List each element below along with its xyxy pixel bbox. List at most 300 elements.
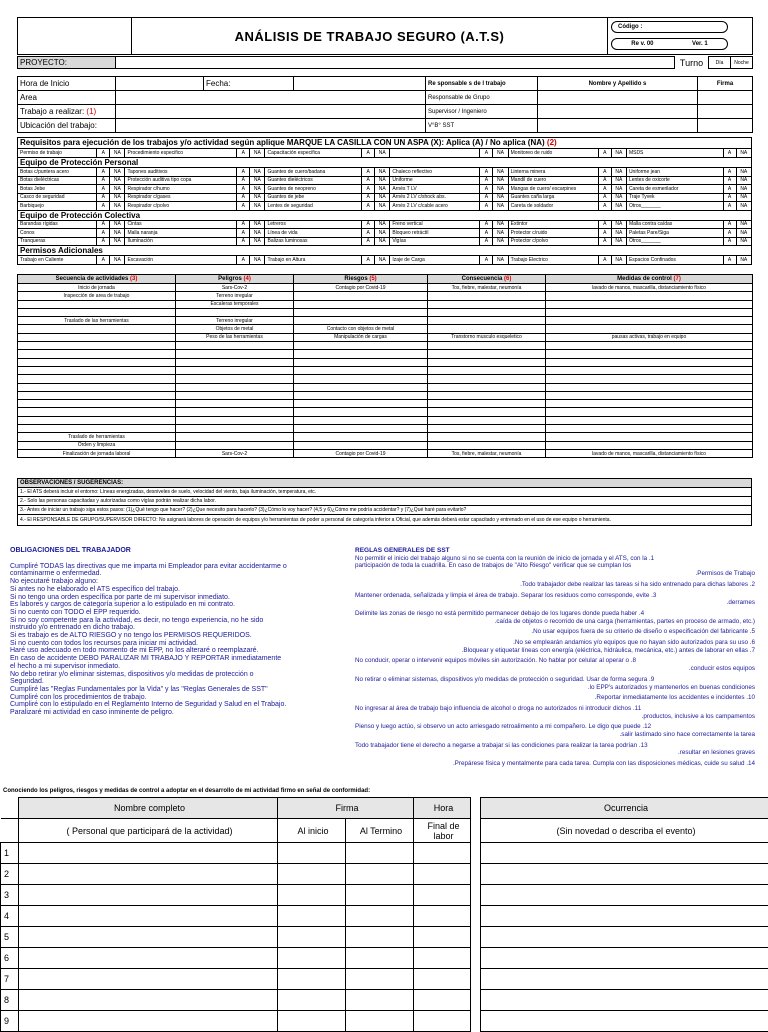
consecuencia-cell[interactable] [428, 317, 546, 325]
aplica-checkbox[interactable]: A [97, 256, 110, 265]
secuencia-cell[interactable]: Traslado de herramientas [18, 433, 176, 441]
aplica-checkbox[interactable]: A [362, 149, 375, 158]
no-aplica-checkbox[interactable]: NA [375, 185, 390, 194]
aplica-checkbox[interactable]: A [362, 176, 375, 185]
riesgo-cell[interactable] [294, 416, 428, 424]
aplica-checkbox[interactable]: A [97, 149, 110, 158]
medida-cell[interactable] [546, 416, 753, 424]
al-inicio-header: Al inicio [278, 819, 346, 843]
secuencia-cell[interactable] [18, 325, 176, 333]
no-aplica-checkbox[interactable]: NA [110, 256, 125, 265]
aplica-checkbox[interactable]: A [723, 193, 736, 202]
riesgo-cell[interactable] [294, 425, 428, 433]
aplica-checkbox[interactable]: A [97, 229, 110, 238]
secuencia-cell[interactable] [18, 308, 176, 316]
no-aplica-checkbox[interactable]: NA [250, 202, 265, 211]
medida-cell[interactable] [546, 375, 753, 383]
consecuencia-cell[interactable] [428, 441, 546, 449]
no-aplica-checkbox[interactable]: NA [493, 168, 508, 177]
resp-grupo-firma[interactable] [698, 91, 753, 105]
no-aplica-checkbox[interactable]: NA [250, 229, 265, 238]
medida-cell[interactable] [546, 358, 753, 366]
riesgo-cell[interactable] [294, 391, 428, 399]
riesgo-cell[interactable] [294, 300, 428, 308]
vb-sst-name[interactable] [538, 119, 698, 133]
secuencia-cell[interactable] [18, 358, 176, 366]
no-aplica-checkbox[interactable]: NA [493, 202, 508, 211]
riesgo-cell[interactable] [294, 400, 428, 408]
aplica-checkbox[interactable]: A [480, 185, 493, 194]
secuencia-cell[interactable]: Orden y limpieza [18, 441, 176, 449]
no-aplica-checkbox[interactable]: NA [611, 237, 626, 246]
consecuencia-cell[interactable] [428, 383, 546, 391]
peligro-cell[interactable] [176, 358, 294, 366]
secuencia-cell[interactable] [18, 342, 176, 350]
aplica-checkbox[interactable]: A [480, 256, 493, 265]
secuencia-cell[interactable] [18, 416, 176, 424]
aplica-checkbox[interactable]: A [598, 237, 611, 246]
peligro-cell[interactable] [176, 375, 294, 383]
aplica-checkbox[interactable]: A [237, 168, 250, 177]
riesgo-cell[interactable] [294, 292, 428, 300]
firma-termino-input[interactable] [346, 885, 414, 906]
col-secuencia: Secuencia de actividades (3) [18, 275, 176, 284]
riesgo-cell[interactable]: Contacto con objetos de metal [294, 325, 428, 333]
consecuencia-cell[interactable] [428, 308, 546, 316]
aplica-checkbox[interactable]: A [97, 202, 110, 211]
peligro-cell[interactable] [176, 433, 294, 441]
no-aplica-checkbox[interactable]: NA [250, 220, 265, 229]
no-aplica-checkbox[interactable]: NA [250, 176, 265, 185]
aplica-checkbox[interactable]: A [362, 256, 375, 265]
riesgo-cell[interactable] [294, 441, 428, 449]
aplica-checkbox[interactable]: A [723, 185, 736, 194]
riesgo-cell[interactable]: Contagio por Covid-19 [294, 284, 428, 292]
firma-termino-input[interactable] [346, 864, 414, 885]
nombre-input[interactable] [19, 1011, 278, 1032]
aplica-checkbox[interactable]: A [362, 202, 375, 211]
secuencia-cell[interactable]: Inspección de area de trabajo [18, 292, 176, 300]
secuencia-cell[interactable] [18, 383, 176, 391]
riesgo-cell[interactable] [294, 342, 428, 350]
ocurrencia-input[interactable] [481, 906, 768, 927]
hora-inicio-input[interactable] [116, 77, 204, 91]
vb-sst-firma[interactable] [698, 119, 753, 133]
aplica-checkbox[interactable]: A [362, 185, 375, 194]
no-aplica-checkbox[interactable]: NA [375, 220, 390, 229]
consecuencia-cell[interactable]: Tos, fiebre, malestar, neumonía [428, 284, 546, 292]
no-aplica-checkbox[interactable]: NA [375, 193, 390, 202]
resp-grupo-name[interactable] [538, 91, 698, 105]
consecuencia-cell[interactable] [428, 366, 546, 374]
firma-inicio-input[interactable] [278, 990, 346, 1011]
peligro-cell[interactable] [176, 350, 294, 358]
medida-cell[interactable] [546, 366, 753, 374]
aplica-checkbox[interactable]: A [97, 185, 110, 194]
consecuencia-cell[interactable]: Transtorno musculo esqueletico [428, 333, 546, 341]
obligacion-line: Si no cuento con todos los recursos para iniciar mi actividad. [10, 640, 348, 648]
obligacion-line: Cumpliré con los procedimientos de trabajo. [10, 694, 348, 702]
medida-cell[interactable]: lavado de manos, mascarilla, distanciamiento físico [546, 449, 753, 457]
section-title: Equipo de Protección Personal [18, 158, 752, 168]
firma-inicio-input[interactable] [278, 906, 346, 927]
aplica-checkbox[interactable]: A [237, 202, 250, 211]
aplica-checkbox[interactable]: A [480, 176, 493, 185]
riesgo-cell[interactable] [294, 308, 428, 316]
no-aplica-checkbox[interactable]: NA [110, 193, 125, 202]
no-aplica-checkbox[interactable]: NA [611, 220, 626, 229]
regla-line: .Permisos de Trabajo [355, 570, 755, 578]
aplica-checkbox[interactable]: A [598, 176, 611, 185]
riesgo-cell[interactable] [294, 350, 428, 358]
aplica-checkbox[interactable]: A [362, 229, 375, 238]
obligaciones-section [10, 547, 348, 777]
area-input[interactable] [116, 91, 426, 105]
secuencia-cell[interactable]: Inicio de jornada [18, 284, 176, 292]
medida-cell[interactable]: lavado de manos, mascarilla, distanciamiento físico [546, 284, 753, 292]
checklist-item-label: Tranqueras [18, 237, 97, 246]
nombre-input[interactable] [19, 906, 278, 927]
aplica-checkbox[interactable]: A [723, 220, 736, 229]
medida-cell[interactable] [546, 408, 753, 416]
no-aplica-checkbox[interactable]: NA [736, 220, 751, 229]
aplica-checkbox[interactable]: A [97, 176, 110, 185]
secuencia-cell[interactable] [18, 408, 176, 416]
no-aplica-checkbox[interactable]: NA [611, 149, 626, 158]
aplica-checkbox[interactable]: A [723, 202, 736, 211]
firma-inicio-input[interactable] [278, 969, 346, 990]
riesgo-cell[interactable] [294, 317, 428, 325]
secuencia-cell[interactable] [18, 400, 176, 408]
secuencia-cell[interactable] [18, 391, 176, 399]
no-aplica-checkbox[interactable]: NA [250, 149, 265, 158]
peligro-cell[interactable] [176, 400, 294, 408]
aplica-checkbox[interactable]: A [723, 176, 736, 185]
no-aplica-checkbox[interactable]: NA [110, 168, 125, 177]
supervisor-firma[interactable] [698, 105, 753, 119]
consecuencia-cell[interactable] [428, 391, 546, 399]
aplica-checkbox[interactable]: A [723, 229, 736, 238]
firma-inicio-input[interactable] [278, 843, 346, 864]
aplica-checkbox[interactable]: A [237, 185, 250, 194]
trabajo-input[interactable] [116, 105, 426, 119]
peligro-cell[interactable] [176, 383, 294, 391]
nombre-input[interactable] [19, 864, 278, 885]
codigo-field[interactable] [611, 21, 728, 33]
peligro-cell[interactable]: Escaleras temporales [176, 300, 294, 308]
aplica-checkbox[interactable]: A [723, 168, 736, 177]
no-aplica-checkbox[interactable]: NA [250, 237, 265, 246]
peligro-cell[interactable]: Objetos de metal [176, 325, 294, 333]
no-aplica-checkbox[interactable]: NA [375, 149, 390, 158]
medida-cell[interactable] [546, 325, 753, 333]
firma-termino-input[interactable] [346, 906, 414, 927]
aplica-checkbox[interactable]: A [237, 149, 250, 158]
nombre-input[interactable] [19, 927, 278, 948]
no-aplica-checkbox[interactable]: NA [110, 202, 125, 211]
no-aplica-checkbox[interactable]: NA [375, 256, 390, 265]
riesgo-cell[interactable] [294, 358, 428, 366]
no-aplica-checkbox[interactable]: NA [250, 193, 265, 202]
peligro-cell[interactable] [176, 391, 294, 399]
no-aplica-checkbox[interactable]: NA [736, 185, 751, 194]
firma-termino-input[interactable] [346, 1011, 414, 1032]
consecuencia-cell[interactable] [428, 425, 546, 433]
secuencia-cell[interactable] [18, 350, 176, 358]
ocurrencia-input[interactable] [481, 927, 768, 948]
nombre-input[interactable] [19, 843, 278, 864]
no-aplica-checkbox[interactable]: NA [493, 220, 508, 229]
no-aplica-checkbox[interactable]: NA [110, 185, 125, 194]
peligro-cell[interactable]: Terreno irregular [176, 317, 294, 325]
firma-termino-input[interactable] [346, 927, 414, 948]
ocurrencia-input[interactable] [481, 864, 768, 885]
medida-cell[interactable] [546, 292, 753, 300]
firma-inicio-input[interactable] [278, 1011, 346, 1032]
no-aplica-checkbox[interactable]: NA [493, 176, 508, 185]
ocurrencia-input[interactable] [481, 885, 768, 906]
aplica-checkbox[interactable]: A [480, 229, 493, 238]
firma-inicio-input[interactable] [278, 864, 346, 885]
no-aplica-checkbox[interactable]: NA [493, 149, 508, 158]
riesgo-cell[interactable] [294, 383, 428, 391]
no-aplica-checkbox[interactable]: NA [736, 193, 751, 202]
no-aplica-checkbox[interactable]: NA [493, 193, 508, 202]
no-aplica-checkbox[interactable]: NA [250, 185, 265, 194]
no-aplica-checkbox[interactable]: NA [611, 176, 626, 185]
hora-final-input[interactable] [414, 927, 471, 948]
secuencia-cell[interactable] [18, 425, 176, 433]
no-aplica-checkbox[interactable]: NA [375, 229, 390, 238]
no-aplica-checkbox[interactable]: NA [110, 149, 125, 158]
no-aplica-checkbox[interactable]: NA [611, 202, 626, 211]
no-aplica-checkbox[interactable]: NA [110, 220, 125, 229]
secuencia-cell[interactable] [18, 375, 176, 383]
no-aplica-checkbox[interactable]: NA [493, 256, 508, 265]
no-aplica-checkbox[interactable]: NA [611, 229, 626, 238]
peligro-cell[interactable] [176, 342, 294, 350]
no-aplica-checkbox[interactable]: NA [110, 176, 125, 185]
medida-cell[interactable] [546, 300, 753, 308]
firma-termino-input[interactable] [346, 969, 414, 990]
aplica-checkbox[interactable]: A [480, 237, 493, 246]
aplica-checkbox[interactable]: A [598, 185, 611, 194]
aplica-checkbox[interactable]: A [237, 220, 250, 229]
hora-final-input[interactable] [414, 906, 471, 927]
riesgo-cell[interactable]: Manipulación de cargas [294, 333, 428, 341]
riesgo-cell[interactable] [294, 366, 428, 374]
hora-final-input[interactable] [414, 1011, 471, 1032]
aplica-checkbox[interactable]: A [598, 256, 611, 265]
firma-termino-input[interactable] [346, 948, 414, 969]
no-aplica-checkbox[interactable]: NA [110, 237, 125, 246]
no-aplica-checkbox[interactable]: NA [250, 256, 265, 265]
aplica-checkbox[interactable]: A [237, 256, 250, 265]
ocurrencia-input[interactable] [481, 969, 768, 990]
aplica-checkbox[interactable]: A [362, 220, 375, 229]
hora-final-input[interactable] [414, 843, 471, 864]
consecuencia-cell[interactable] [428, 375, 546, 383]
nombre-input[interactable] [19, 969, 278, 990]
nombre-input[interactable] [19, 885, 278, 906]
no-aplica-checkbox[interactable]: NA [736, 149, 751, 158]
consecuencia-cell[interactable] [428, 350, 546, 358]
secuencia-cell[interactable]: Finalización de jornada laboral [18, 449, 176, 457]
turno-noche[interactable]: Noche [731, 57, 753, 69]
no-aplica-checkbox[interactable]: NA [736, 256, 751, 265]
obligacion-line: No debo retirar y/o eliminar sistemas, dispositivos y/o medidas de protección o [10, 671, 348, 679]
medida-cell[interactable] [546, 308, 753, 316]
medida-cell[interactable] [546, 350, 753, 358]
consecuencia-cell[interactable]: Tos, fiebre, malestar, neumonía [428, 449, 546, 457]
signature-row [1, 927, 768, 948]
no-aplica-checkbox[interactable]: NA [375, 202, 390, 211]
firma-termino-input[interactable] [346, 990, 414, 1011]
hora-final-input[interactable] [414, 885, 471, 906]
obligacion-line: No ejecutaré trabajo alguno: [10, 578, 348, 586]
medida-cell[interactable] [546, 400, 753, 408]
medida-cell[interactable]: pausas activas, trabajo en equipo [546, 333, 753, 341]
aplica-checkbox[interactable]: A [598, 149, 611, 158]
consecuencia-cell[interactable] [428, 300, 546, 308]
aplica-checkbox[interactable]: A [362, 193, 375, 202]
riesgo-cell[interactable] [294, 408, 428, 416]
no-aplica-checkbox[interactable]: NA [493, 229, 508, 238]
regla-line: .No se emplearán andamios y/o equipos que no hayan sido autorizados para su uso .6 [355, 639, 755, 647]
aplica-checkbox[interactable]: A [598, 220, 611, 229]
turno-dia[interactable]: Día [709, 57, 731, 69]
aplica-checkbox[interactable]: A [598, 202, 611, 211]
riesgo-cell[interactable] [294, 375, 428, 383]
firma-inicio-input[interactable] [278, 948, 346, 969]
nombre-input[interactable] [19, 990, 278, 1011]
aplica-checkbox[interactable]: A [480, 193, 493, 202]
secuencia-cell[interactable]: Traslado de las herramientas [18, 317, 176, 325]
riesgo-cell[interactable] [294, 433, 428, 441]
consecuencia-cell[interactable] [428, 433, 546, 441]
medida-cell[interactable] [546, 441, 753, 449]
aplica-checkbox[interactable]: A [723, 256, 736, 265]
aplica-checkbox[interactable]: A [723, 149, 736, 158]
aplica-checkbox[interactable]: A [237, 237, 250, 246]
secuencia-cell[interactable] [18, 300, 176, 308]
no-aplica-checkbox[interactable]: NA [493, 237, 508, 246]
consecuencia-cell[interactable] [428, 416, 546, 424]
aplica-checkbox[interactable]: A [97, 237, 110, 246]
no-aplica-checkbox[interactable]: NA [611, 256, 626, 265]
no-aplica-checkbox[interactable]: NA [375, 237, 390, 246]
no-aplica-checkbox[interactable]: NA [375, 168, 390, 177]
no-aplica-checkbox[interactable]: NA [736, 229, 751, 238]
aplica-checkbox[interactable]: A [480, 149, 493, 158]
medida-cell[interactable] [546, 317, 753, 325]
aplica-checkbox[interactable]: A [598, 168, 611, 177]
no-aplica-checkbox[interactable]: NA [736, 202, 751, 211]
fecha-input[interactable] [294, 77, 426, 91]
ocurrencia-input[interactable] [481, 1011, 768, 1032]
firma-inicio-input[interactable] [278, 885, 346, 906]
hora-final-input[interactable] [414, 864, 471, 885]
aplica-checkbox[interactable]: A [97, 168, 110, 177]
hora-final-input[interactable] [414, 990, 471, 1011]
secuencia-cell[interactable] [18, 366, 176, 374]
aplica-checkbox[interactable]: A [723, 237, 736, 246]
consecuencia-cell[interactable] [428, 358, 546, 366]
consecuencia-cell[interactable] [428, 342, 546, 350]
medida-cell[interactable] [546, 433, 753, 441]
riesgo-cell[interactable]: Contagio por Covid-19 [294, 449, 428, 457]
aplica-checkbox[interactable]: A [480, 202, 493, 211]
proyecto-input[interactable] [116, 57, 675, 69]
consecuencia-cell[interactable] [428, 400, 546, 408]
firma-inicio-input[interactable] [278, 927, 346, 948]
ocurrencia-input[interactable] [481, 948, 768, 969]
no-aplica-checkbox[interactable]: NA [375, 176, 390, 185]
peligro-cell[interactable]: Peso de las herramientas [176, 333, 294, 341]
no-aplica-checkbox[interactable]: NA [736, 237, 751, 246]
no-aplica-checkbox[interactable]: NA [736, 176, 751, 185]
aplica-checkbox[interactable]: A [480, 220, 493, 229]
consecuencia-cell[interactable] [428, 292, 546, 300]
aplica-checkbox[interactable]: A [598, 229, 611, 238]
aplica-checkbox[interactable]: A [237, 229, 250, 238]
medida-cell[interactable] [546, 391, 753, 399]
peligro-cell[interactable] [176, 366, 294, 374]
checklist-item-label: Mangas de cuero/ escarpines [508, 185, 598, 194]
aplica-checkbox[interactable]: A [237, 193, 250, 202]
ocurrencia-input[interactable] [481, 990, 768, 1011]
aplica-checkbox[interactable]: A [480, 168, 493, 177]
aplica-checkbox[interactable]: A [97, 193, 110, 202]
aplica-checkbox[interactable]: A [362, 237, 375, 246]
medida-cell[interactable] [546, 425, 753, 433]
peligro-cell[interactable] [176, 416, 294, 424]
nombre-input[interactable] [19, 948, 278, 969]
consecuencia-cell[interactable] [428, 325, 546, 333]
peligro-cell[interactable] [176, 425, 294, 433]
no-aplica-checkbox[interactable]: NA [110, 229, 125, 238]
no-aplica-checkbox[interactable]: NA [611, 193, 626, 202]
peligro-cell[interactable]: Sars-Cov-2 [176, 284, 294, 292]
medida-cell[interactable] [546, 383, 753, 391]
supervisor-name[interactable] [538, 105, 698, 119]
aplica-checkbox[interactable]: A [97, 220, 110, 229]
secuencia-cell[interactable] [18, 333, 176, 341]
no-aplica-checkbox[interactable]: NA [611, 168, 626, 177]
checklist-item-label: Mandil de cuero [508, 176, 598, 185]
peligro-cell[interactable] [176, 408, 294, 416]
no-aplica-checkbox[interactable]: NA [250, 168, 265, 177]
medida-cell[interactable] [546, 342, 753, 350]
aplica-checkbox[interactable]: A [598, 193, 611, 202]
peligro-cell[interactable]: Terreno irregular [176, 292, 294, 300]
peligro-cell[interactable] [176, 308, 294, 316]
aplica-checkbox[interactable]: A [237, 176, 250, 185]
regla-line: .productos, inclusive a los campamentos [355, 713, 755, 721]
hora-final-input[interactable] [414, 948, 471, 969]
no-aplica-checkbox[interactable]: NA [736, 168, 751, 177]
consecuencia-cell[interactable] [428, 408, 546, 416]
peligro-cell[interactable]: Sars-Cov-2 [176, 449, 294, 457]
no-aplica-checkbox[interactable]: NA [611, 185, 626, 194]
no-aplica-checkbox[interactable]: NA [493, 185, 508, 194]
ubicacion-input[interactable] [116, 119, 426, 133]
aplica-checkbox[interactable]: A [362, 168, 375, 177]
hora-final-input[interactable] [414, 969, 471, 990]
ocurrencia-input[interactable] [481, 843, 768, 864]
firma-termino-input[interactable] [346, 843, 414, 864]
peligro-cell[interactable] [176, 441, 294, 449]
